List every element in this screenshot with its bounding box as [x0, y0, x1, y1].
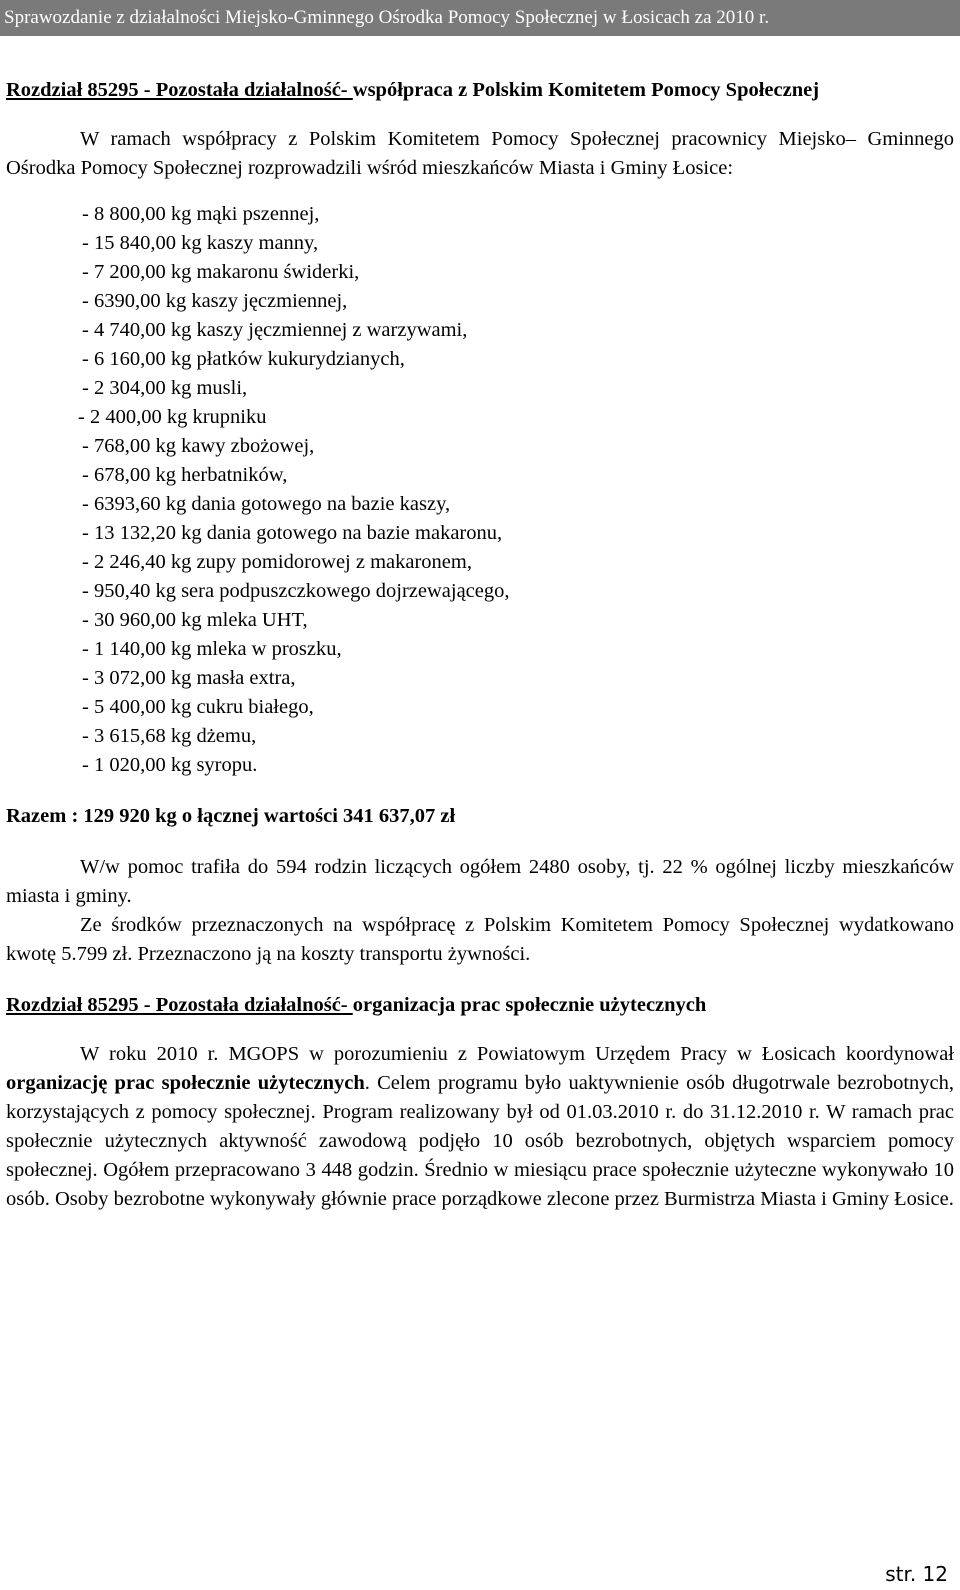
section2-para-bold: organizację prac społecznie użytecznych — [6, 1072, 365, 1094]
section1-para1: W/w pomoc trafiła do 594 rodzin liczących ogółem 2480 osoby, tj. 22 % ogólnej liczby mieszkańców miasta i gminy. — [6, 856, 954, 907]
list-item: - 3 072,00 kg masła extra, — [82, 667, 296, 689]
section1-heading — [6, 76, 954, 105]
list-item: - 1 140,00 kg mleka w proszku, — [82, 638, 342, 660]
section1-para2: Ze środków przeznaczonych na współpracę z Polskim Komitetem Pomocy Społecznej wydatkowano kwotę 5.799 zł. Przeznaczono ją na koszty transportu żywności. — [6, 914, 954, 965]
section2-para-a: W roku 2010 r. MGOPS w porozumieniu z Powiatowym Urzędem Pracy w Łosicach koordynował — [80, 1043, 954, 1065]
page-header — [0, 0, 960, 36]
list-item: - 2 304,00 kg musli, — [82, 377, 248, 399]
section1-total: Razem : 129 920 kg o łącznej wartości 341 637,07 zł — [6, 805, 456, 827]
list-item: - 4 740,00 kg kaszy jęczmiennej z warzywami, — [82, 319, 468, 341]
header-text: Sprawozdanie z działalności Miejsko-Gminnego Ośrodka Pomocy Społecznej w Łosicach za 2010 r. — [4, 7, 770, 28]
list-item: - 8 800,00 kg mąki pszennej, — [82, 203, 320, 225]
list-item: - 15 840,00 kg kaszy manny, — [82, 232, 319, 254]
food-items-list — [78, 200, 954, 780]
section2-heading-rest: organizacja prac społecznie użytecznych — [352, 994, 707, 1016]
spacer — [6, 1020, 954, 1040]
list-item: - 950,40 kg sera podpuszczkowego dojrzewającego, — [82, 580, 510, 602]
section1-heading-underlined: Rozdział 85295 - Pozostała działalność- — [6, 79, 353, 101]
spacer — [6, 969, 954, 991]
list-item: - 2 400,00 kg krupniku — [78, 406, 267, 428]
list-item: - 3 615,68 kg dżemu, — [82, 725, 257, 747]
section1-intro: W ramach współpracy z Polskim Komitetem Pomocy Społecznej pracownicy Miejsko– Gminnego Ośrodka Pomocy Społecznej rozprowadzili wśród mieszkańców Miasta i Gminy Łosice: — [6, 128, 954, 179]
section2-para-b: . Celem programu było uaktywnienie osób długotrwale bezrobotnych, korzystających z pomocy społecznej. Program realizowany był od 01.03.2010 r. do 31.12.2010 r. W ramach prac społecznie użytecznych aktywność zawodową podjęło 10 osób bezrobotnych, objętych wsparciem pomocy społecznej. Ogółem przepracowano 3 448 godzin. Średnio w miesiącu prace społecznie użyteczne wykonywało 10 osób. Osoby bezrobotne wykonywały głównie prace porządkowe zlecone przez Burmistrza Miasta i Gminy Łosice. — [6, 1072, 955, 1210]
section2-heading — [6, 991, 954, 1020]
list-item: - 5 400,00 kg cukru białego, — [82, 696, 314, 718]
spacer — [6, 831, 954, 853]
list-item: - 1 020,00 kg syropu. — [82, 754, 258, 776]
page-number: str. 12 — [885, 1562, 948, 1586]
list-item: - 768,00 kg kawy zbożowej, — [82, 435, 315, 457]
section1-heading-rest: współpraca z Polskim Komitetem Pomocy Społecznej — [352, 79, 820, 101]
list-item: - 6 160,00 kg płatków kukurydzianych, — [82, 348, 405, 370]
section2-heading-underlined: Rozdział 85295 - Pozostała działalność- — [6, 994, 353, 1016]
list-item: - 6393,60 kg dania gotowego na bazie kaszy, — [82, 493, 451, 515]
list-item: - 678,00 kg herbatników, — [82, 464, 288, 486]
list-item: - 13 132,20 kg dania gotowego na bazie makaronu, — [82, 522, 503, 544]
list-item: - 7 200,00 kg makaronu świderki, — [82, 261, 360, 283]
list-item: - 30 960,00 kg mleka UHT, — [82, 609, 308, 631]
section2-paragraph — [6, 1040, 954, 1214]
spacer — [6, 105, 954, 125]
list-item: - 6390,00 kg kaszy jęczmiennej, — [82, 290, 348, 312]
document-body — [6, 76, 954, 1214]
list-item: - 2 246,40 kg zupy pomidorowej z makaronem, — [82, 551, 472, 573]
